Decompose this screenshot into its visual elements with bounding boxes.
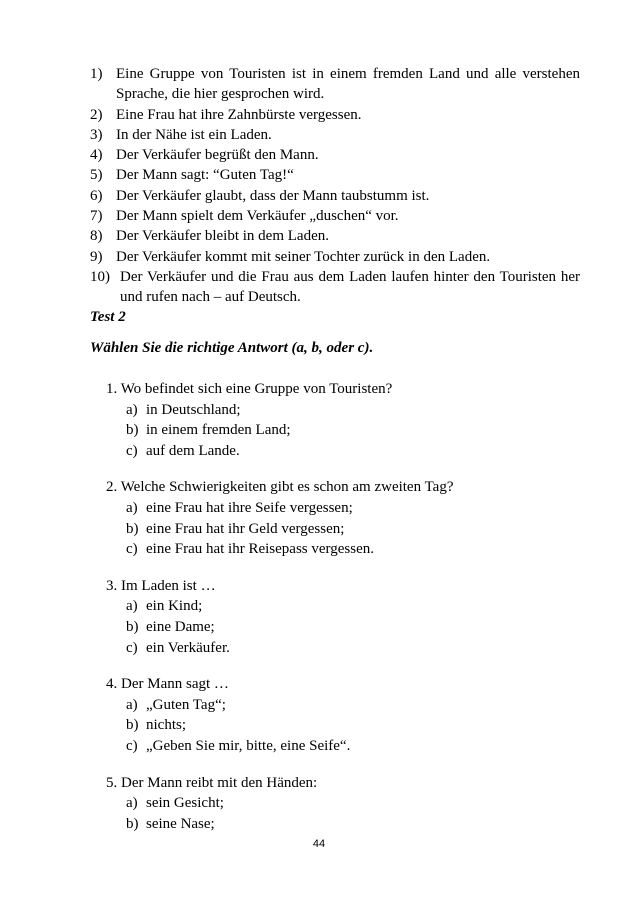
page-number: 44 [312, 838, 326, 850]
option-letter: b) [126, 815, 139, 832]
option-text: ein Verkäufer. [146, 639, 230, 656]
statement-number: 7) [90, 208, 103, 225]
option-text: „Geben Sie mir, bitte, eine Seife“. [146, 737, 351, 754]
option-letter: b) [126, 717, 139, 734]
answer-option [126, 420, 576, 441]
answer-option [126, 539, 576, 560]
option-text: eine Frau hat ihre Seife vergessen; [146, 499, 353, 516]
question [106, 674, 576, 756]
statement-text: Eine Gruppe von Touristen ist in einem fremden Land und alle verstehen Sprache, die hier gesprochen wird. [116, 66, 580, 103]
question-list [106, 379, 576, 850]
option-letter: a) [126, 696, 138, 713]
statement-item [90, 267, 580, 308]
answer-option [126, 695, 576, 716]
option-letter: c) [126, 541, 138, 558]
answer-option [126, 596, 576, 617]
option-text: nichts; [146, 717, 186, 734]
option-letter: b) [126, 618, 139, 635]
answer-option [126, 793, 576, 814]
option-text: eine Frau hat ihr Reisepass vergessen. [146, 541, 374, 558]
statement-text: Der Mann sagt: “Guten Tag!“ [116, 167, 294, 184]
option-text: in Deutschland; [146, 401, 241, 418]
option-letter: c) [126, 442, 138, 459]
statement-list [90, 64, 580, 308]
statement-item [90, 226, 580, 246]
question-text: 2. Welche Schwierigkeiten gibt es schon am zweiten Tag? [106, 479, 454, 496]
option-text: sein Gesicht; [146, 795, 224, 812]
answer-option [126, 441, 576, 462]
option-letter: c) [126, 639, 138, 656]
answer-option [126, 519, 576, 540]
statement-item [90, 165, 580, 185]
question-text: 1. Wo befindet sich eine Gruppe von Touristen? [106, 381, 393, 397]
question [106, 379, 576, 461]
answer-option [126, 638, 576, 659]
statement-text: Der Verkäufer bleibt in dem Laden. [116, 228, 329, 245]
option-letter: a) [126, 598, 138, 615]
answer-options [106, 596, 576, 658]
option-letter: a) [126, 795, 138, 812]
option-letter: b) [126, 422, 139, 439]
statement-text: In der Nähe ist ein Laden. [116, 126, 272, 143]
option-text: seine Nase; [146, 815, 215, 832]
option-letter: a) [126, 401, 138, 418]
statement-number: 10) [90, 268, 110, 285]
statement-text: Der Verkäufer und die Frau aus dem Laden laufen hinter den Touristen her und rufen nach – auf Deutsch. [120, 268, 580, 306]
answer-options [106, 498, 576, 560]
statement-item [90, 247, 580, 267]
statement-number: 4) [90, 147, 103, 164]
question-text: 3. Im Laden ist … [106, 577, 216, 594]
statement-number: 6) [90, 187, 103, 204]
statement-number: 9) [90, 248, 103, 265]
statement-number: 1) [90, 66, 103, 82]
statement-item [90, 64, 580, 105]
statement-item [90, 206, 580, 226]
statement-text: Der Verkäufer kommt mit seiner Tochter zurück in den Laden. [116, 248, 491, 265]
answer-option [126, 498, 576, 519]
statement-item [90, 186, 580, 206]
answer-options [106, 793, 576, 834]
question [106, 576, 576, 658]
option-text: auf dem Lande. [146, 442, 240, 459]
option-text: ein Kind; [146, 598, 203, 615]
question [106, 773, 576, 835]
answer-options [106, 695, 576, 757]
statement-item [90, 105, 580, 125]
statement-item [90, 145, 580, 165]
instruction-heading: Wählen Sie die richtige Antwort (a, b, oder c). [90, 340, 374, 356]
question-text: 4. Der Mann sagt … [106, 676, 229, 693]
answer-option [126, 617, 576, 638]
question [106, 477, 576, 559]
statement-number: 2) [90, 106, 103, 123]
answer-option [126, 400, 576, 421]
answer-option [126, 736, 576, 757]
answer-option [126, 814, 576, 835]
statement-text: Der Verkäufer glaubt, dass der Mann taubstumm ist. [116, 187, 430, 204]
answer-option [126, 715, 576, 736]
statement-number: 5) [90, 167, 103, 184]
test-heading: Test 2 [90, 309, 126, 325]
statement-item [90, 125, 580, 145]
statement-text: Eine Frau hat ihre Zahnbürste vergessen. [116, 106, 362, 123]
option-letter: a) [126, 499, 138, 516]
statement-number: 8) [90, 228, 103, 245]
question-text: 5. Der Mann reibt mit den Händen: [106, 774, 318, 791]
option-text: eine Frau hat ihr Geld vergessen; [146, 520, 345, 537]
answer-options [106, 400, 576, 462]
statement-text: Der Verkäufer begrüßt den Mann. [116, 147, 319, 164]
option-letter: c) [126, 737, 138, 754]
statement-text: Der Mann spielt dem Verkäufer „duschen“ vor. [116, 208, 399, 225]
option-text: eine Dame; [146, 618, 215, 635]
option-letter: b) [126, 520, 139, 537]
option-text: in einem fremden Land; [146, 422, 291, 439]
option-text: „Guten Tag“; [146, 696, 226, 713]
statement-number: 3) [90, 126, 103, 143]
